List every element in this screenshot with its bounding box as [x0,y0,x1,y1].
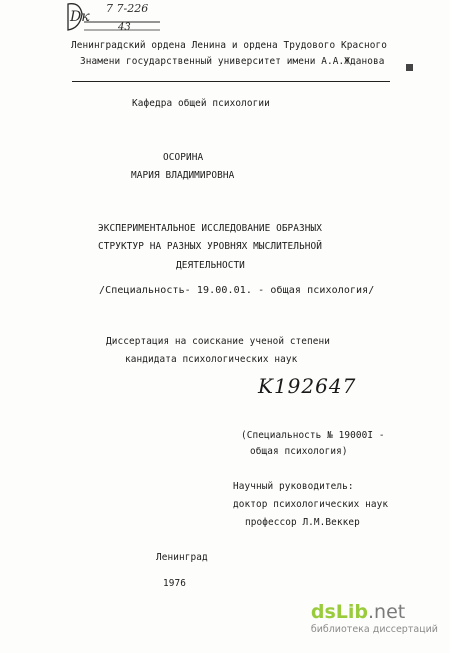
watermark-logo-main: dsLib [310,601,368,623]
degree-line-1: Диссертация на соискание ученой степени [106,336,331,347]
watermark-subtitle: библиотека диссертаций [310,624,438,635]
title-specialty: /Специальность- 19.00.01. - общая психология/ [99,285,375,296]
supervisor-degree: доктор психологических наук [233,499,389,510]
author-name: МАРИЯ ВЛАДИМИРОВНА [131,170,235,181]
year: 1976 [163,578,186,589]
department: Кафедра общей психологии [132,98,270,109]
scan-mark [406,64,413,71]
stamp-top-mark: 7 7-226 [106,2,149,15]
university-line-2: Знамени государственный университет имени А.А.Жданова [80,56,385,67]
title-line-1: ЭКСПЕРИМЕНТАЛЬНОЕ ИССЛЕДОВАНИЕ ОБРАЗНЫХ [98,223,323,234]
dslib-watermark [311,602,438,635]
author-surname: ОСОРИНА [163,152,204,163]
header-rule [72,81,390,82]
title-line-2: СТРУКТУР НА РАЗНЫХ УРОВНЯХ МЫСЛИТЕЛЬНОЙ [98,241,323,252]
degree-line-2: кандидата психологических наук [125,354,298,365]
title-line-3: ДЕЯТЕЛЬНОСТИ [176,260,245,271]
library-stamp [62,0,162,36]
supervisor-label: Научный руководитель: [233,481,354,492]
city: Ленинград [156,552,208,563]
stamp-bottom-mark: 43 [118,22,131,33]
watermark-logo-tld: .net [367,601,406,623]
supervisor-name: профессор Л.М.Веккер [245,517,360,528]
specialty-line-2: общая психология) [250,446,348,457]
watermark-logo [311,602,438,622]
specialty-line-1: (Специальность № 19000I - [241,430,385,441]
stamp-letter: Dк [70,9,90,25]
catalog-number: K192647 [258,374,357,398]
university-line-1: Ленинградский ордена Ленина и ордена Трудового Красного [71,40,387,51]
